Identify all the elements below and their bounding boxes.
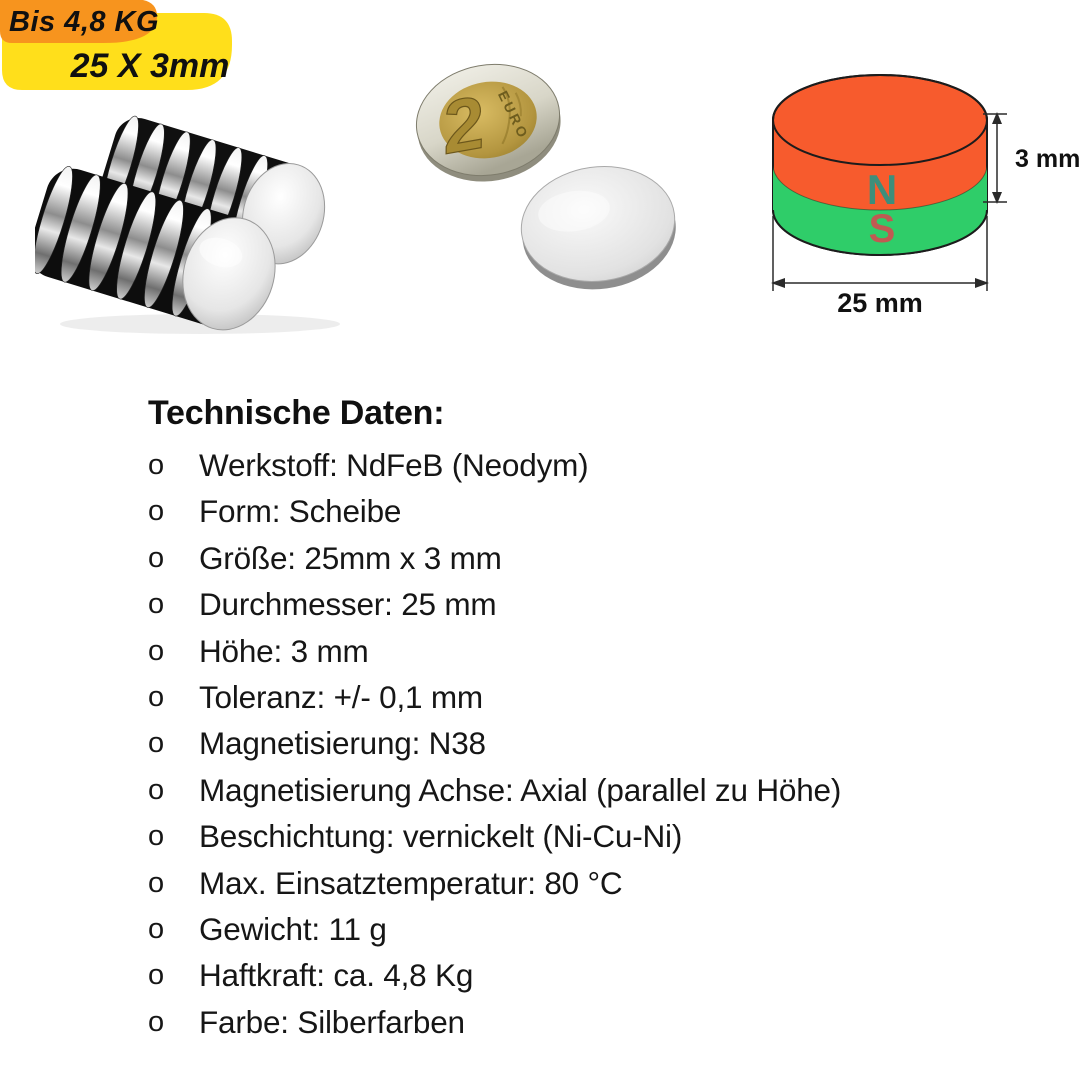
spec-item-text: Form: Scheibe bbox=[199, 493, 402, 530]
magnet-dimension-diagram bbox=[740, 58, 1080, 323]
bullet-marker: o bbox=[148, 773, 164, 806]
spec-item-text: Haftkraft: ca. 4,8 Kg bbox=[199, 957, 474, 994]
bullet-marker: o bbox=[148, 681, 164, 714]
bullet-marker: o bbox=[148, 634, 164, 667]
bullet-marker: o bbox=[148, 959, 164, 992]
spec-item bbox=[148, 488, 978, 534]
height-dimension-label: 3 mm bbox=[1015, 145, 1080, 173]
spec-item-text: Höhe: 3 mm bbox=[199, 632, 369, 669]
specs-heading: Technische Daten: bbox=[148, 394, 445, 432]
single-magnet-disc bbox=[514, 157, 683, 299]
magnet-stack-photo bbox=[35, 112, 355, 337]
south-pole-label: S bbox=[868, 207, 896, 251]
bullet-marker: o bbox=[148, 449, 164, 481]
spec-item-text: Magnetisierung: N38 bbox=[199, 725, 486, 762]
spec-item bbox=[148, 581, 978, 627]
bullet-marker: o bbox=[148, 913, 164, 946]
bullet-marker: o bbox=[148, 495, 164, 528]
spec-item bbox=[148, 628, 978, 674]
spec-item-text: Max. Einsatztemperatur: 80 °C bbox=[199, 864, 623, 901]
spec-item bbox=[148, 720, 978, 766]
spec-item-text: Durchmesser: 25 mm bbox=[199, 586, 497, 623]
spec-item-text: Toleranz: +/- 0,1 mm bbox=[199, 679, 483, 716]
bullet-marker: o bbox=[148, 820, 164, 853]
badge-size-label: 25 X 3mm bbox=[70, 47, 230, 85]
spec-item bbox=[148, 442, 978, 488]
spec-item-text: Gewicht: 11 g bbox=[199, 911, 387, 948]
spec-item bbox=[148, 860, 978, 906]
spec-item-text: Werkstoff: NdFeB (Neodym) bbox=[199, 447, 589, 483]
spec-item bbox=[148, 999, 978, 1045]
bullet-marker: o bbox=[148, 866, 164, 899]
two-euro-coin bbox=[408, 53, 570, 192]
bullet-marker: o bbox=[148, 1005, 164, 1038]
badge bbox=[0, 0, 250, 96]
coin-denomination: 2 bbox=[435, 80, 491, 170]
bullet-marker: o bbox=[148, 727, 164, 760]
spec-item bbox=[148, 906, 978, 952]
technical-data-section bbox=[148, 392, 978, 1045]
badge-capacity-label: Bis 4,8 KG bbox=[9, 6, 160, 38]
spec-item bbox=[148, 767, 978, 813]
diameter-dimension-label: 25 mm bbox=[837, 288, 923, 318]
coin-comparison-photo bbox=[400, 52, 710, 302]
coin-currency: EURO bbox=[494, 88, 533, 143]
bullet-marker: o bbox=[148, 541, 164, 574]
specs-list bbox=[148, 442, 978, 1045]
spec-item-text: Magnetisierung Achse: Axial (parallel zu Höhe) bbox=[199, 771, 842, 808]
spec-item bbox=[148, 674, 978, 720]
spec-item bbox=[148, 952, 978, 998]
spec-item bbox=[148, 535, 978, 581]
spec-item-text: Farbe: Silberfarben bbox=[199, 1003, 465, 1040]
spec-item-text: Beschichtung: vernickelt (Ni-Cu-Ni) bbox=[199, 818, 683, 855]
spec-item-text: Größe: 25mm x 3 mm bbox=[199, 539, 502, 576]
north-pole-label: N bbox=[866, 166, 898, 213]
bullet-marker: o bbox=[148, 588, 164, 621]
spec-item bbox=[148, 813, 978, 859]
